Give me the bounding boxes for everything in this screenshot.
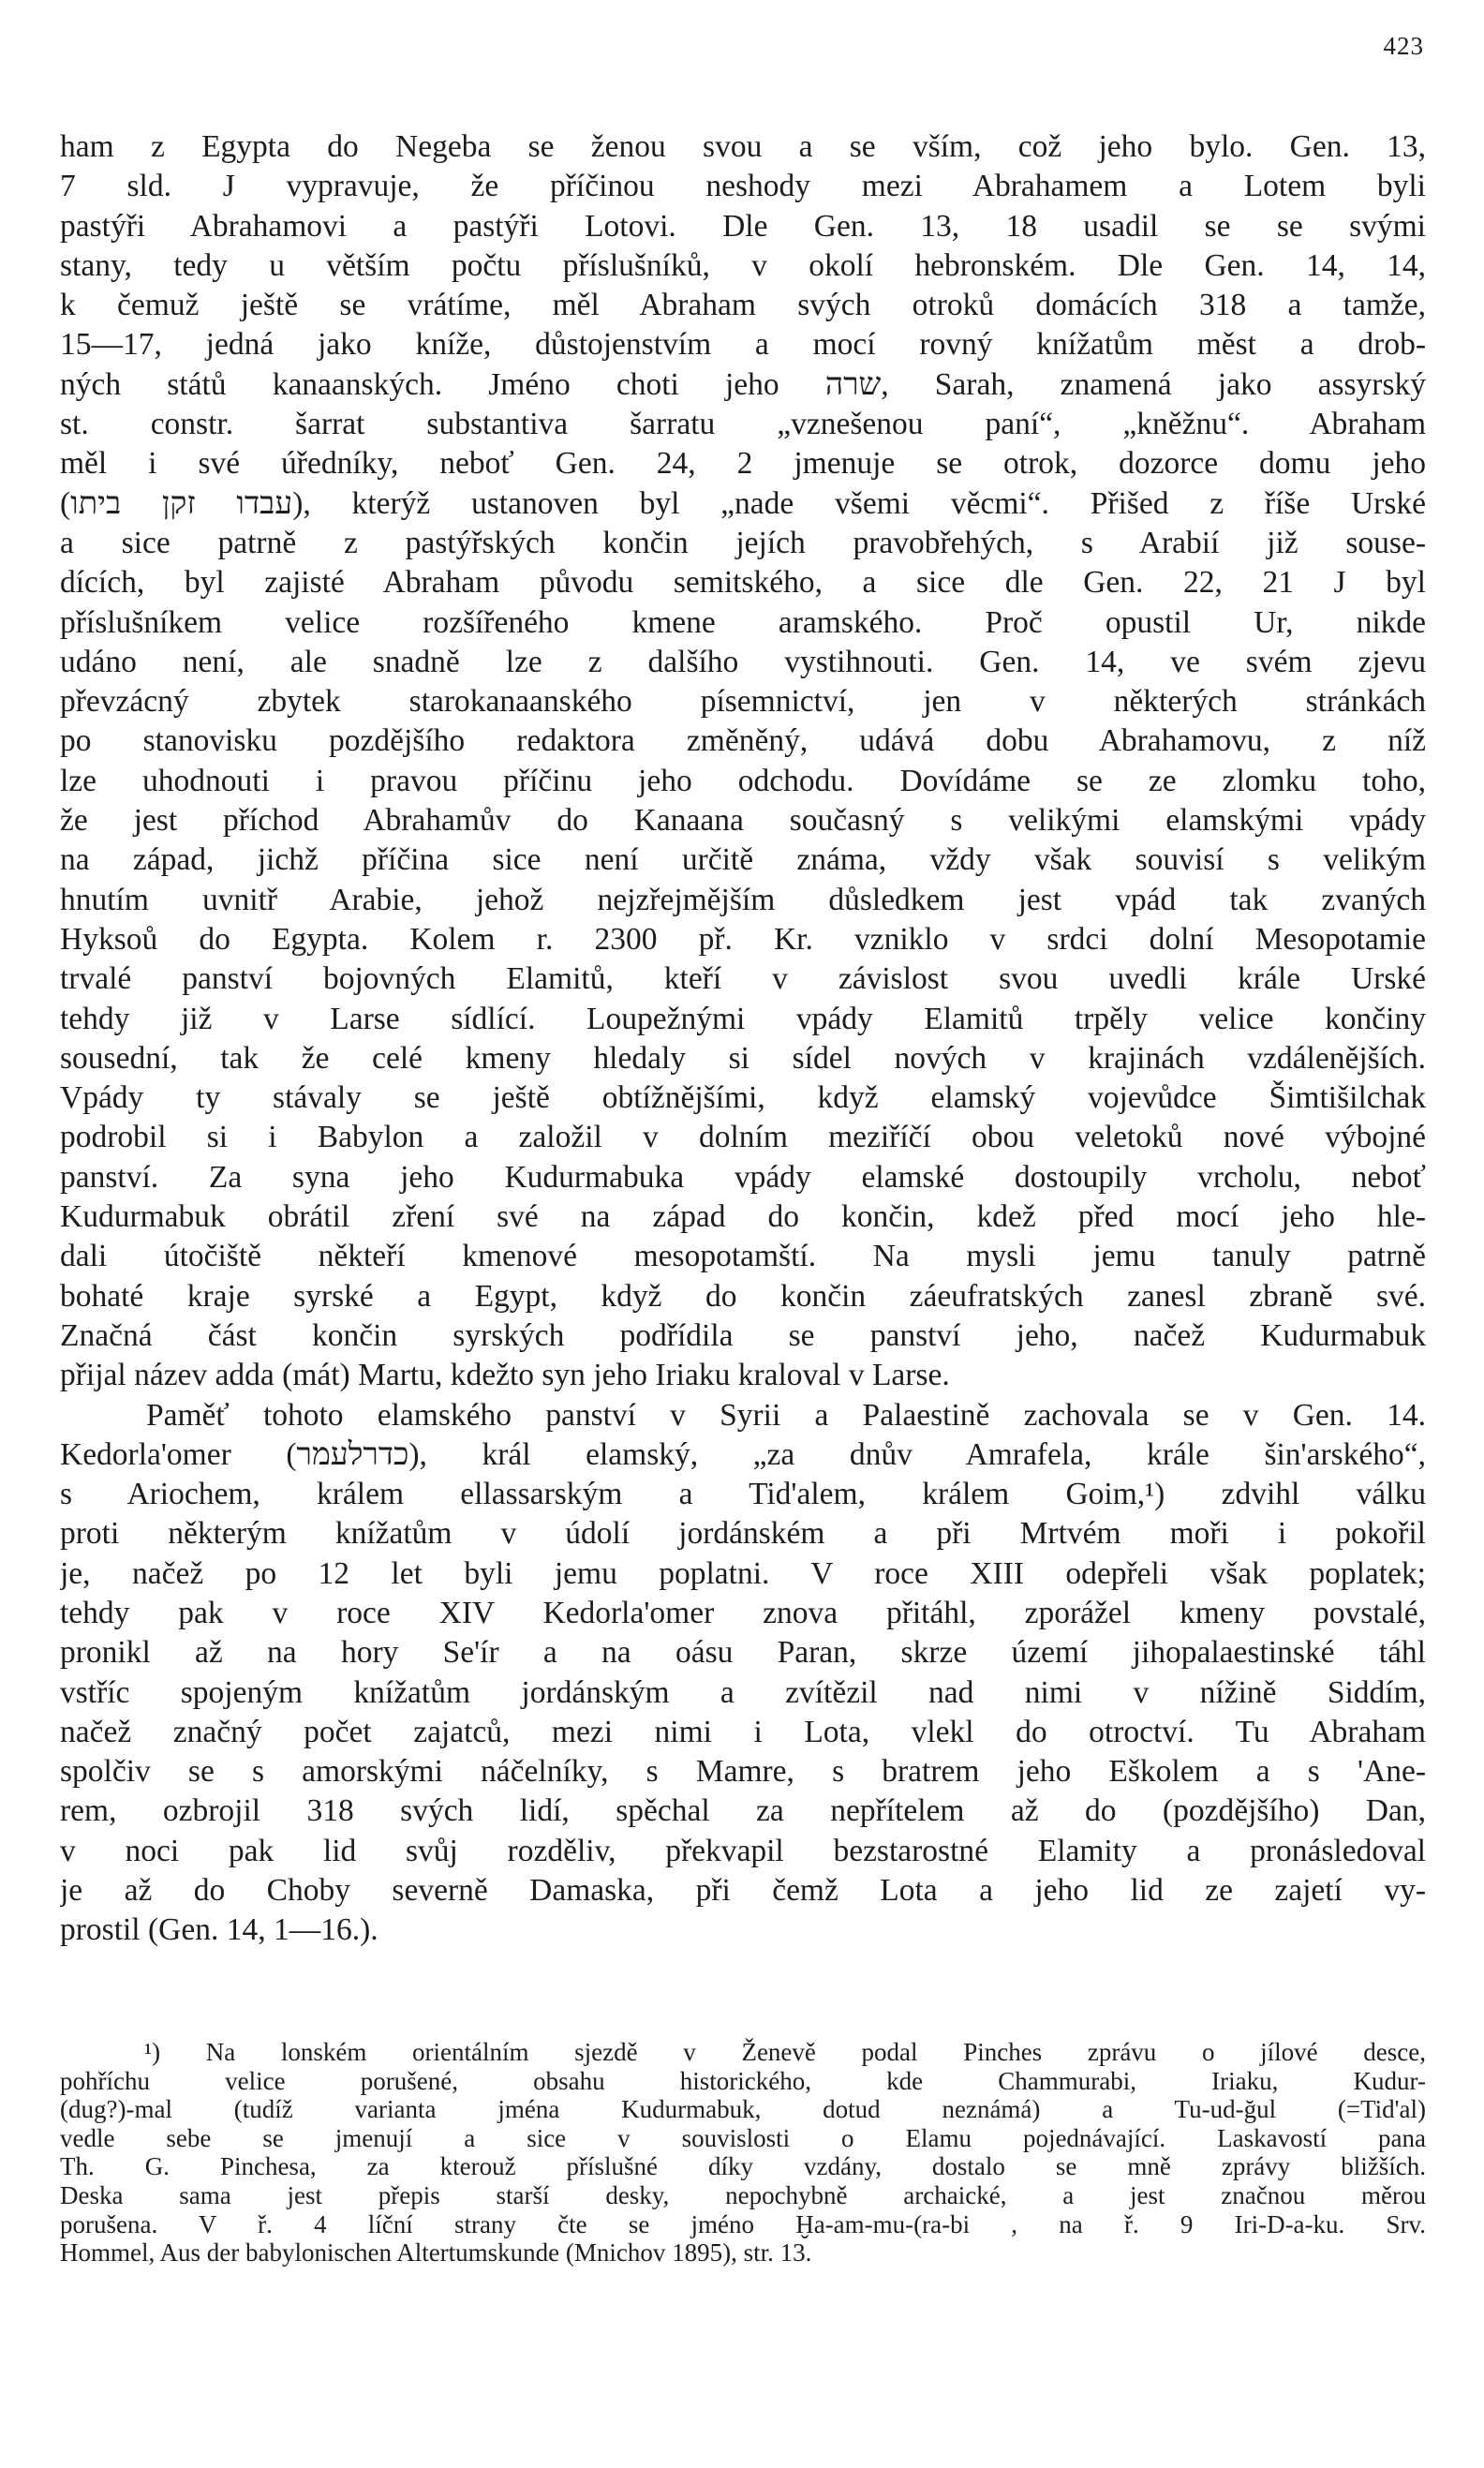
text-line: st. constr. šarrat substantiva šarratu „vznešenou paní“, „kněžnu“. Abraham xyxy=(60,407,1426,442)
text-line: v noci pak lid svůj rozděliv, překvapil bezstarostné Elamity a pronásledoval xyxy=(60,1833,1426,1868)
text-line: pastýři Abrahamovi a pastýři Lotovi. Dle Gen. 13, 18 usadil se se svými xyxy=(60,208,1426,244)
footnote-line: Th. G. Pinchesa, za kterouž příslušné díky vzdány, dostalo se mně zprávy bližších. xyxy=(60,2152,1426,2181)
text-line: Kedorla'omer (כדרלעמר), král elamský, „za dnův Amrafela, krále šin'arského“, xyxy=(60,1436,1426,1472)
text-line: příslušníkem velice rozšířeného kmene aramského. Proč opustil Ur, nikde xyxy=(60,604,1426,640)
footnote-line: porušena. V ř. 4 líční strany čte se jméno Ḫa-am-mu-(ra-bi , na ř. 9 Iri-D-a-ku. Srv. xyxy=(60,2209,1426,2238)
text-line: Paměť tohoto elamského panství v Syrii a Palaestině zachovala se v Gen. 14. xyxy=(146,1397,1426,1433)
paragraph xyxy=(60,1396,1426,1951)
text-line: stany, tedy u větším počtu příslušníků, v okolí hebronském. Dle Gen. 14, 14, xyxy=(60,247,1426,283)
text-line: a sice patrně z pastýřských končin jejích pravobřehých, s Arabií již souse- xyxy=(60,525,1426,560)
text-line: ných států kanaanských. Jméno choti jeho שרה, Sarah, znamená jako assyrský xyxy=(60,366,1426,402)
text-line: 7 sld. J vypravuje, že příčinou neshody mezi Abrahamem a Lotem byli xyxy=(60,169,1426,204)
text-line: převzácný zbytek starokanaanského písemnictví, jen v některých stránkách xyxy=(60,684,1426,720)
text-line: že jest příchod Abrahamův do Kanaana současný s velikými elamskými vpády xyxy=(60,803,1426,839)
text-line: udáno není, ale snadně lze z dalšího vystihnouti. Gen. 14, ve svém zjevu xyxy=(60,644,1426,679)
text-line: načež značný počet zajatců, mezi nimi i Lota, vlekl do otroctví. Tu Abraham xyxy=(60,1714,1426,1749)
paragraph xyxy=(60,127,1426,1396)
text-line: dících, byl zajisté Abraham původu semitského, a sice dle Gen. 22, 21 J byl xyxy=(60,565,1426,601)
text-line: prostil (Gen. 14, 1—16.). xyxy=(60,1912,378,1948)
footnote-line: ¹) Na lonském orientálním sjezdě v Ženevě podal Pinches zprávu o jílové desce, xyxy=(144,2038,1426,2066)
text-line: ham z Egypta do Negeba se ženou svou a se vším, což jeho bylo. Gen. 13, xyxy=(60,129,1426,164)
text-line: přijal název adda (mát) Martu, kdežto syn jeho Iriaku kraloval v Larse. xyxy=(60,1358,950,1393)
text-line: na západ, jichž příčina sice není určitě známa, vždy však souvisí s velikým xyxy=(60,842,1426,878)
footnote-line: Deska sama jest přepis starší desky, nepochybně archaické, a jest značnou měrou xyxy=(60,2180,1426,2209)
text-line: je, načež po 12 let byli jemu poplatni. V roce XIII odepřeli však poplatek; xyxy=(60,1555,1426,1591)
text-line: k čemuž ještě se vrátíme, měl Abraham svých otroků domácích 318 a tamže, xyxy=(60,288,1426,323)
body-text xyxy=(60,127,1426,1951)
text-line: proti některým knížatům v údolí jordánském a při Mrtvém moři i pokořil xyxy=(60,1516,1426,1552)
text-line: pronikl až na hory Se'ír a na oásu Paran, skrze území jihopalaestinské táhl xyxy=(60,1635,1426,1671)
text-line: tehdy již v Larse sídlící. Loupežnými vpády Elamitů trpěly velice končiny xyxy=(60,1001,1426,1036)
text-line: Kudurmabuk obrátil zření své na západ do končin, kdež před mocí jeho hle- xyxy=(60,1199,1426,1235)
text-line: rem, ozbrojil 318 svých lidí, spěchal za nepřítelem až do (pozdějšího) Dan, xyxy=(60,1793,1426,1829)
text-line: je až do Choby severně Damaska, při čemž Lota a jeho lid ze zajetí vy- xyxy=(60,1873,1426,1909)
footnote-line: (dug?)-mal (tudíž varianta jména Kudurmabuk, dotud neznámá) a Tu-ud-ğul (=Tid'al) xyxy=(60,2095,1426,2124)
text-line: tehdy pak v roce XIV Kedorla'omer znova přitáhl, zporážel kmeny povstalé, xyxy=(60,1595,1426,1630)
footnote xyxy=(60,2038,1426,2267)
text-line: hnutím uvnitř Arabie, jehož nejzřejmějším důsledkem jest vpád tak zvaných xyxy=(60,882,1426,917)
footnote-line: pohříchu velice porušené, obsahu historického, kde Chammurabi, Iriaku, Kudur- xyxy=(60,2066,1426,2095)
page-number: 423 xyxy=(1383,32,1424,60)
footnote-line: vedle sebe se jmenují a sice v souvislosti o Elamu pojednávající. Laskavostí pana xyxy=(60,2123,1426,2152)
text-line: bohaté kraje syrské a Egypt, když do končin záeufratských zanesl zbraně své. xyxy=(60,1278,1426,1314)
text-line: s Ariochem, králem ellassarským a Tid'alem, králem Goim,¹) zdvihl válku xyxy=(60,1477,1426,1512)
text-line: spolčiv se s amorskými náčelníky, s Mamre, s bratrem jeho Eškolem a s 'Ane- xyxy=(60,1754,1426,1790)
text-line: dali útočiště někteří kmenové mesopotamští. Na mysli jemu tanuly patrně xyxy=(60,1239,1426,1274)
text-line: vstříc spojeným knížatům jordánským a zvítězil nad nimi v nížině Siddím, xyxy=(60,1674,1426,1710)
text-line: sousední, tak že celé kmeny hledaly si sídel nových v krajinách vzdálenějších. xyxy=(60,1040,1426,1076)
text-line: panství. Za syna jeho Kudurmabuka vpády elamské dostoupily vrcholu, neboť xyxy=(60,1159,1426,1195)
text-line: 15—17, jedná jako kníže, důstojenstvím a mocí rovný knížatům měst a drob- xyxy=(60,327,1426,363)
footnote-line: Hommel, Aus der babylonischen Altertumskunde (Mnichov 1895), str. 13. xyxy=(60,2238,812,2267)
text-line: Vpády ty stávaly se ještě obtížnějšími, když elamský vojevůdce Šimtišilchak xyxy=(60,1080,1426,1116)
text-line: (עבדו זקן ביתו), kterýž ustanoven byl „nade všemi věcmi“. Přišed z říše Urské xyxy=(60,485,1426,521)
text-line: podrobil si i Babylon a založil v dolním meziříčí obou veletoků nové výbojné xyxy=(60,1120,1426,1155)
text-line: po stanovisku pozdějšího redaktora změněný, udává dobu Abrahamovu, z níž xyxy=(60,723,1426,759)
text-line: Hyksoů do Egypta. Kolem r. 2300 př. Kr. vzniklo v srdci dolní Mesopotamie xyxy=(60,921,1426,957)
text-line: Značná část končin syrských podřídila se panství jeho, načež Kudurmabuk xyxy=(60,1317,1426,1353)
text-line: trvalé panství bojovných Elamitů, kteří v závislost svou uvedli krále Urské xyxy=(60,961,1426,997)
text-line: lze uhodnouti i pravou příčinu jeho odchodu. Dovídáme se ze zlomku toho, xyxy=(60,763,1426,798)
text-line: měl i své úředníky, neboť Gen. 24, 2 jmenuje se otrok, dozorce domu jeho xyxy=(60,446,1426,482)
